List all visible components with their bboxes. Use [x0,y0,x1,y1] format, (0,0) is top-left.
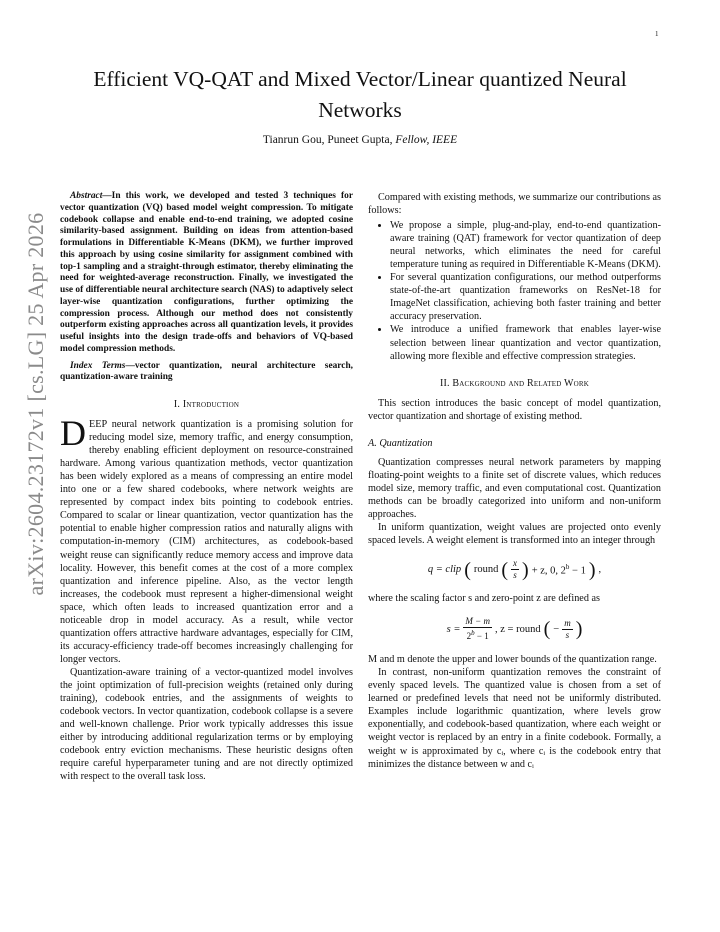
equation-uniform-quant: q = clip ( round ( $\frac{x}{s}$ ) + z, 0, 2$^b$ − 1 ) , [427,558,602,581]
eq2-den: $2^b - 1$ [466,629,489,642]
eq1-lhs: q = clip [427,564,462,576]
contribution-item: • We introduce a unified framework that enables layer-wise selection between linear quantization and vector quantization, allowing more flexible and effective compression strategies. [390,323,661,362]
eq2-fraction-2: $\frac{m}{s}$ [564,617,571,640]
eq2-fraction [463,616,492,642]
author-title: Fellow, IEEE [395,134,458,146]
eq2-neg: − [553,623,560,635]
quantization-paragraph-3: where the scaling factor s and zero-point z are defined as [368,593,600,605]
arxiv-stamp-text: arXiv:2604.23172v1 [cs.LG] 25 Apr 2026 [23,212,48,596]
eq1-end: , [598,564,602,576]
background-paragraph-1: This section introduces the basic concept of model quantization, vector quantization and shortage of existing method. [368,397,661,422]
subsection-heading-quantization: A. Quantization [368,437,433,449]
eq1-fraction [511,558,519,581]
intro-paragraph-1 [60,413,353,666]
contributions-intro: Compared with existing methods, we summarize our contributions as follows: [368,192,661,217]
section-heading-introduction: I. Introduction [173,399,240,410]
quantization-paragraph-5: In contrast, non-uniform quantization removes the constraint of evenly spaced levels. The quantized value is chosen from a set of learned or predefined levels that need not be uniformly distributed. Examples include logarithmic quantization, where levels grow exponentially, and codebook-based quantization, where each weight or weight vector is replaced by an entry in a finite codebook. Formally, a weight w is approximated by cᵢ, where cᵢ is the codebook entry that minimizes the distance between w and cᵢ [368,667,661,770]
abstract-text: —In this work, we developed and tested 3 techniques for vector quantization (VQ) based model weight compression. To mitigate codebook collapse and enable end-to-end training, we adopted cosine similarity-based assignment. Building on ideas from attention-based formulations in Differentiable K-Means (DKM), we further improved this approach by using cosine similarity for assignment combined with top-1 sampling and a straight-through estimator, thereby eliminating the need for weighted-average reconstruction. Finally, we investigated the use of differentiable neural architecture search (NAS) to adaptively select layer-wise quantization configurations, further optimizing the compression process. Although our method does not consistently outperform existing approaches across all quantization levels, it provides useful insights into the design trade-offs and behaviors of VQ-based model compression methods. [60,191,353,354]
eq1-rest: + z, 0, 2$^b$ − 1 [531,563,586,577]
quantization-paragraph-1: Quantization compresses neural network parameters by mapping floating-point weights to a finite set of discrete values, which reduces model size, memory traffic, and even computational cost. Quantization methods can be broadly categorized into uniform and non-uniform approaches. [368,456,661,520]
intro-paragraph-2: Quantization-aware training of a vector-quantized model involves the joint optimization of full-precision weights (retained only during training), codebook entries, and the assignments of weights to codebook vectors. In vector quantization, codebook collapse is a severe and well-known challenge. Prior work typically addresses this issue either by introducing additional regularization terms or by employing codebook entry eviction mechanisms. These heuristic designs often require careful hyperparameter tuning and are not directly optimized with respect to the overall task loss. [60,666,353,783]
quantization-paragraph-2: In uniform quantization, weight values are projected onto evenly spaced levels. A weight element is transformed into an integer through [368,522,661,547]
left-column [60,191,353,783]
abstract-lead: Abstract [70,191,103,201]
equation-scale-zero: s = $\frac{M - m}{2^b - 1}$ , z = round ( − $\frac{m}{s}$ ) [446,616,583,642]
paper-title: Efficient VQ-QAT and Mixed Vector/Linear quantized Neural Networks [93,67,627,122]
index-terms-text: —vector quantization, neural architecture search, quantization-aware training [60,360,354,383]
eq2-num: M − m [465,616,490,627]
abstract [60,191,353,356]
author-names: Tianrun Gou, Puneet Gupta, [262,134,396,146]
eq1-num: x [513,558,518,569]
eq1-den: s [513,570,517,581]
contribution-item: • We propose a simple, plug-and-play, end-to-end quantization-aware training (QAT) framework for vector quantization of deep neural networks, which eliminates the need for careful temperature tuning as required in Differentiable K-Means (DKM). [390,219,661,271]
intro-paragraph-1-text: EEP neural network quantization is a promising solution for reducing model size, memory traffic, and energy consumption, thereby enabling efficient deployment on resource-constrained hardware. Among various quantization methods, vector quantization has been widely explored as a means of compressing an entire model into one or a few shared codebooks, where network weights are represented by compact index bits pointing to codebook entries. Compared to scalar or linear quantization, vector quantization has the potential to enable higher compression ratios and naturally aligns with computation-in-memory (CIM) architectures, as codebook-based weight reuse can significantly reduce memory access and improve data locality. However, this benefit comes at the cost of a more complex quantization and inference pipeline. Also, as the vector length increases, the codebook must represent a higher-dimensional weight space, which often leads to increased quantization error and a noticeable drop in model accuracy. As a result, while vector quantization offers attractive hardware advantages, especially for CIM, its accuracy-efficiency trade-off becomes increasingly challenging for longer vectors. [60,419,353,665]
contributions-list [368,219,661,363]
eq1-round: round [473,564,499,576]
drop-cap: D [60,413,86,454]
right-column [368,191,661,771]
page-number: 1 [655,30,659,38]
eq2-s: s = [446,623,461,635]
index-terms [60,361,353,385]
quantization-paragraph-4: M and m denote the upper and lower bounds of the quantization range. [368,654,657,666]
eq1-exp: b [565,563,570,572]
author-line [80,134,640,146]
section-heading-background: II. Background and Related Work [439,377,590,389]
contribution-item: • For several quantization configurations, our method outperforms state-of-the-art quantization frameworks on ResNet-18 for ImageNet classification, achieving both faster training and better accuracy preservation. [390,271,661,323]
eq2-mid: , z = round [495,623,541,635]
index-terms-lead: Index Terms [70,360,126,371]
